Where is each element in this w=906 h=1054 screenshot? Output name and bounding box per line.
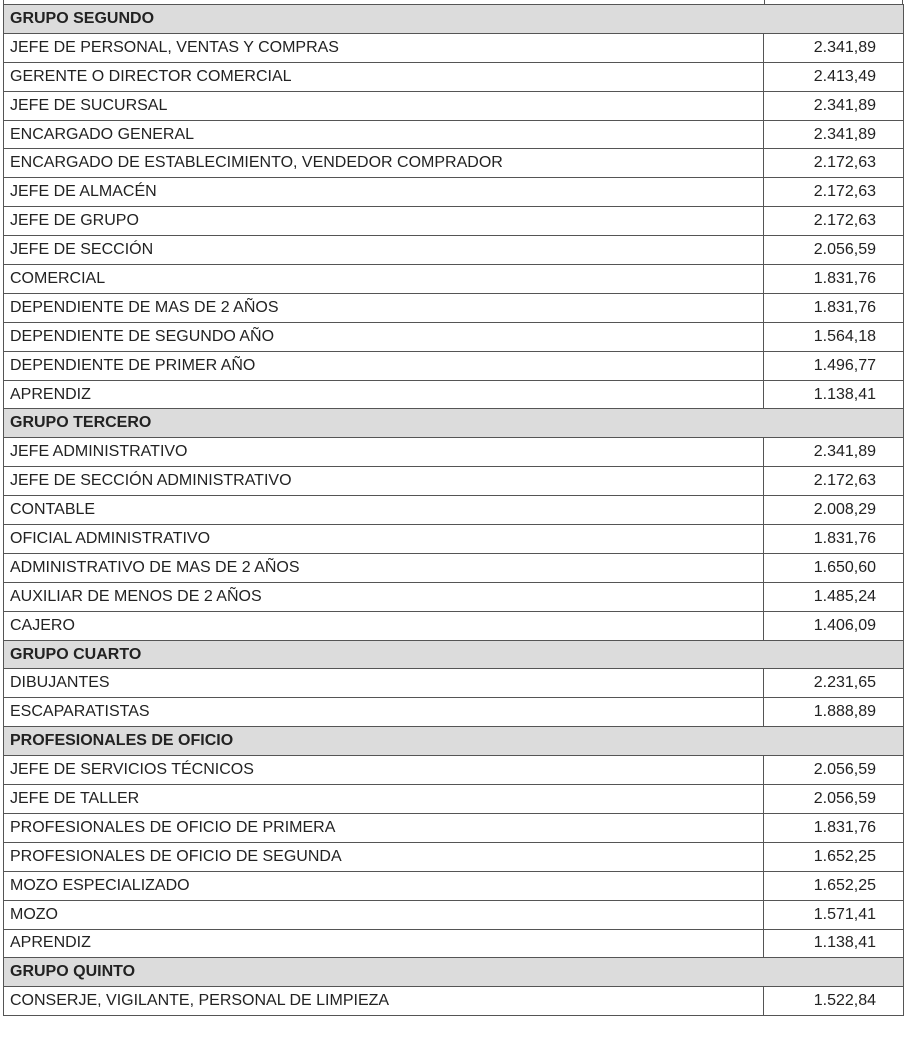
table-row <box>4 322 904 351</box>
table-row <box>4 207 904 236</box>
salary-cell: 2.056,59 <box>764 756 904 785</box>
table-row <box>4 380 904 409</box>
salary-cell: 1.571,41 <box>764 900 904 929</box>
table-row <box>4 756 904 785</box>
salary-cell: 1.831,76 <box>764 265 904 294</box>
job-title-cell: JEFE DE SECCIÓN <box>4 236 764 265</box>
salary-cell: 2.172,63 <box>764 207 904 236</box>
table-row <box>4 496 904 525</box>
salary-cell: 2.231,65 <box>764 669 904 698</box>
salary-cell: 2.172,63 <box>764 178 904 207</box>
job-title-cell: DEPENDIENTE DE SEGUNDO AÑO <box>4 322 764 351</box>
group-title: GRUPO CUARTO <box>4 640 904 669</box>
table-row <box>4 236 904 265</box>
table-row <box>4 669 904 698</box>
job-title-cell: AUXILIAR DE MENOS DE 2 AÑOS <box>4 582 764 611</box>
salary-cell: 1.138,41 <box>764 929 904 958</box>
group-header-row <box>4 727 904 756</box>
salary-cell: 2.341,89 <box>764 91 904 120</box>
table-row <box>4 293 904 322</box>
table-row <box>4 525 904 554</box>
job-title-cell: JEFE ADMINISTRATIVO <box>4 438 764 467</box>
salary-table <box>3 4 904 1016</box>
table-row <box>4 467 904 496</box>
job-title-cell: JEFE DE SUCURSAL <box>4 91 764 120</box>
job-title-cell: JEFE DE PERSONAL, VENTAS Y COMPRAS <box>4 33 764 62</box>
job-title-cell: CONTABLE <box>4 496 764 525</box>
salary-cell: 2.341,89 <box>764 33 904 62</box>
job-title-cell: DEPENDIENTE DE PRIMER AÑO <box>4 351 764 380</box>
table-row <box>4 438 904 467</box>
job-title-cell: DEPENDIENTE DE MAS DE 2 AÑOS <box>4 293 764 322</box>
salary-cell: 2.172,63 <box>764 467 904 496</box>
table-row <box>4 120 904 149</box>
job-title-cell: JEFE DE SECCIÓN ADMINISTRATIVO <box>4 467 764 496</box>
salary-cell: 1.831,76 <box>764 293 904 322</box>
group-title: GRUPO QUINTO <box>4 958 904 987</box>
job-title-cell: JEFE DE ALMACÉN <box>4 178 764 207</box>
salary-cell: 1.652,25 <box>764 871 904 900</box>
table-row <box>4 987 904 1016</box>
group-header-row <box>4 409 904 438</box>
table-row <box>4 33 904 62</box>
table-row <box>4 611 904 640</box>
salary-cell: 1.564,18 <box>764 322 904 351</box>
job-title-cell: APRENDIZ <box>4 929 764 958</box>
job-title-cell: ADMINISTRATIVO DE MAS DE 2 AÑOS <box>4 553 764 582</box>
salary-cell: 2.341,89 <box>764 120 904 149</box>
table-row <box>4 62 904 91</box>
salary-cell: 1.650,60 <box>764 553 904 582</box>
group-header-row <box>4 5 904 34</box>
salary-cell: 1.485,24 <box>764 582 904 611</box>
group-header-row <box>4 958 904 987</box>
job-title-cell: CAJERO <box>4 611 764 640</box>
job-title-cell: JEFE DE SERVICIOS TÉCNICOS <box>4 756 764 785</box>
salary-cell: 2.008,29 <box>764 496 904 525</box>
salary-cell: 1.496,77 <box>764 351 904 380</box>
table-row <box>4 582 904 611</box>
table-row <box>4 265 904 294</box>
job-title-cell: MOZO ESPECIALIZADO <box>4 871 764 900</box>
group-header-row <box>4 640 904 669</box>
group-title: GRUPO SEGUNDO <box>4 5 904 34</box>
salary-cell: 1.138,41 <box>764 380 904 409</box>
table-row <box>4 91 904 120</box>
table-row <box>4 842 904 871</box>
job-title-cell: JEFE DE TALLER <box>4 785 764 814</box>
job-title-cell: PROFESIONALES DE OFICIO DE PRIMERA <box>4 813 764 842</box>
salary-cell: 2.172,63 <box>764 149 904 178</box>
job-title-cell: PROFESIONALES DE OFICIO DE SEGUNDA <box>4 842 764 871</box>
table-row <box>4 871 904 900</box>
table-row <box>4 149 904 178</box>
salary-cell: 2.056,59 <box>764 236 904 265</box>
table-row <box>4 785 904 814</box>
job-title-cell: COMERCIAL <box>4 265 764 294</box>
job-title-cell: APRENDIZ <box>4 380 764 409</box>
salary-table-body <box>4 5 904 1016</box>
table-row <box>4 813 904 842</box>
table-row <box>4 178 904 207</box>
salary-cell: 2.413,49 <box>764 62 904 91</box>
job-title-cell: GERENTE O DIRECTOR COMERCIAL <box>4 62 764 91</box>
salary-cell: 1.652,25 <box>764 842 904 871</box>
salary-cell: 1.888,89 <box>764 698 904 727</box>
job-title-cell: MOZO <box>4 900 764 929</box>
job-title-cell: ENCARGADO DE ESTABLECIMIENTO, VENDEDOR COMPRADOR <box>4 149 764 178</box>
table-row <box>4 900 904 929</box>
table-row <box>4 698 904 727</box>
salary-cell: 2.341,89 <box>764 438 904 467</box>
group-title: PROFESIONALES DE OFICIO <box>4 727 904 756</box>
job-title-cell: CONSERJE, VIGILANTE, PERSONAL DE LIMPIEZA <box>4 987 764 1016</box>
salary-cell: 2.056,59 <box>764 785 904 814</box>
salary-cell: 1.831,76 <box>764 525 904 554</box>
table-row <box>4 929 904 958</box>
job-title-cell: ENCARGADO GENERAL <box>4 120 764 149</box>
job-title-cell: ESCAPARATISTAS <box>4 698 764 727</box>
job-title-cell: DIBUJANTES <box>4 669 764 698</box>
salary-cell: 1.831,76 <box>764 813 904 842</box>
group-title: GRUPO TERCERO <box>4 409 904 438</box>
job-title-cell: JEFE DE GRUPO <box>4 207 764 236</box>
table-row <box>4 351 904 380</box>
salary-cell: 1.522,84 <box>764 987 904 1016</box>
table-row <box>4 553 904 582</box>
job-title-cell: OFICIAL ADMINISTRATIVO <box>4 525 764 554</box>
salary-cell: 1.406,09 <box>764 611 904 640</box>
